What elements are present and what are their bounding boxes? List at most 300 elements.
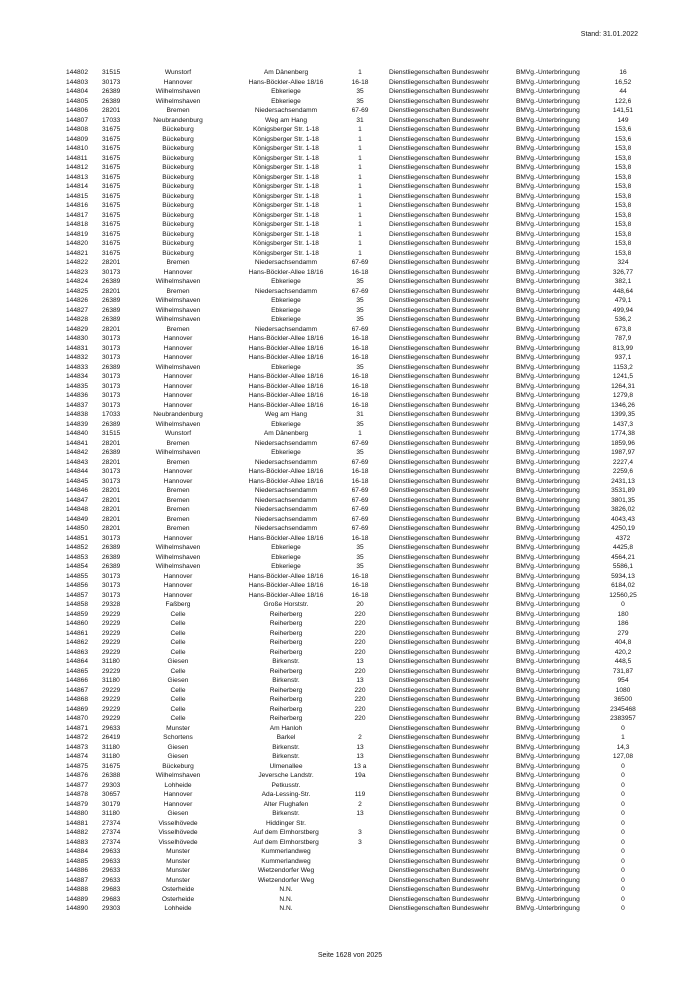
cell-plz: 28201: [102, 506, 121, 513]
cell-strasse: Königsberger Str. 1-18: [253, 240, 319, 247]
table-row: [66, 838, 656, 848]
cell-strasse: Hans-Böckler-Allee 18/16: [248, 392, 324, 399]
cell-ort: Bückeburg: [162, 249, 194, 257]
cell-wert: 4372: [615, 534, 631, 542]
cell-nr: 13: [356, 753, 364, 760]
cell-plz: 30173: [102, 582, 121, 589]
cell-art: Dienstliegenschaften Bundeswehr: [389, 420, 489, 428]
cell-wert: 141,51: [612, 107, 634, 114]
cell-plz: 26389: [102, 563, 121, 570]
cell-nr: 16-18: [351, 534, 369, 542]
cell-strasse: Königsberger Str. 1-18: [253, 145, 319, 152]
table-row: [66, 610, 656, 620]
cell-art: Dienstliegenschaften Bundeswehr: [389, 145, 489, 152]
cell-art: Dienstliegenschaften Bundeswehr: [389, 439, 489, 447]
table-row: [66, 154, 656, 164]
cell-id: 144805: [66, 97, 89, 105]
cell-zweck: BMVg.-Unterbringung: [516, 458, 580, 466]
cell-wert: 153,6: [614, 126, 632, 133]
cell-ort: Bückeburg: [162, 154, 194, 162]
cell-wert: 279: [617, 629, 629, 637]
cell-zweck: BMVg.-Unterbringung: [516, 287, 580, 295]
table-row: [66, 372, 656, 382]
cell-art: Dienstliegenschaften Bundeswehr: [389, 800, 489, 808]
cell-zweck: BMVg.-Unterbringung: [516, 591, 580, 599]
cell-strasse: Am Dänenberg: [263, 69, 309, 76]
table-row: [66, 657, 656, 667]
cell-ort: Wilhelmshaven: [155, 563, 201, 570]
cell-id: 144828: [66, 316, 89, 323]
cell-strasse: Birkenstr.: [272, 677, 300, 684]
cell-plz: 26389: [102, 420, 121, 428]
cell-wert: 153,8: [614, 154, 632, 162]
cell-zweck: BMVg.-Unterbringung: [516, 439, 580, 447]
cell-strasse: Königsberger Str. 1-18: [253, 164, 319, 171]
cell-plz: 28201: [102, 107, 121, 114]
cell-plz: 26389: [102, 297, 121, 304]
table-row: [66, 296, 656, 306]
cell-id: 144808: [66, 126, 89, 133]
cell-zweck: BMVg.-Unterbringung: [516, 97, 580, 105]
cell-art: Dienstliegenschaften Bundeswehr: [389, 69, 489, 76]
table-row: [66, 78, 656, 88]
cell-zweck: BMVg.-Unterbringung: [516, 477, 580, 485]
cell-nr: 16-18: [351, 344, 369, 352]
cell-art: Dienstliegenschaften Bundeswehr: [389, 306, 489, 314]
cell-art: Dienstliegenschaften Bundeswehr: [389, 496, 489, 504]
cell-wert: 0: [621, 601, 625, 608]
cell-zweck: BMVg.-Unterbringung: [516, 515, 580, 523]
cell-ort: Wilhelmshaven: [155, 553, 201, 561]
cell-plz: 29229: [102, 705, 121, 713]
cell-ort: Bückeburg: [162, 145, 194, 152]
cell-zweck: BMVg.-Unterbringung: [516, 487, 580, 494]
cell-plz: 31675: [102, 240, 121, 247]
cell-art: Dienstliegenschaften Bundeswehr: [389, 382, 489, 390]
cell-id: 144810: [66, 145, 89, 152]
cell-art: Dienstliegenschaften Bundeswehr: [389, 88, 489, 95]
cell-zweck: BMVg.-Unterbringung: [516, 762, 580, 770]
cell-ort: Bremen: [166, 107, 190, 114]
cell-strasse: Reiherberg: [269, 667, 303, 675]
cell-wert: 324: [617, 259, 629, 266]
cell-art: Dienstliegenschaften Bundeswehr: [389, 411, 489, 418]
cell-id: 144804: [66, 88, 89, 95]
cell-id: 144880: [66, 810, 89, 817]
cell-nr: 220: [354, 696, 366, 703]
cell-id: 144825: [66, 287, 89, 295]
cell-zweck: BMVg.-Unterbringung: [516, 164, 580, 171]
cell-zweck: BMVg.-Unterbringung: [516, 411, 580, 418]
cell-id: 144885: [66, 857, 89, 865]
cell-nr: 35: [356, 449, 364, 456]
cell-nr: 35: [356, 97, 364, 105]
cell-strasse: Auf dem Elmhorstberg: [253, 838, 319, 846]
cell-art: Dienstliegenschaften Bundeswehr: [389, 316, 489, 323]
cell-art: Dienstliegenschaften Bundeswehr: [389, 477, 489, 485]
cell-art: Dienstliegenschaften Bundeswehr: [389, 819, 489, 827]
cell-nr: 2: [358, 800, 362, 808]
cell-wert: 0: [621, 838, 625, 846]
table-row: [66, 467, 656, 477]
cell-zweck: BMVg.-Unterbringung: [516, 544, 580, 551]
cell-strasse: Niedersachsendamm: [254, 325, 318, 333]
cell-ort: Visselhövede: [158, 838, 198, 846]
cell-plz: 29229: [102, 667, 121, 675]
cell-art: Dienstliegenschaften Bundeswehr: [389, 781, 489, 789]
cell-wert: 122,6: [614, 97, 632, 105]
cell-nr: 67-69: [351, 506, 369, 513]
cell-id: 144826: [66, 297, 89, 304]
cell-art: Dienstliegenschaften Bundeswehr: [389, 895, 489, 903]
cell-id: 144866: [66, 677, 89, 684]
cell-id: 144832: [66, 354, 89, 361]
cell-id: 144870: [66, 715, 89, 722]
cell-nr: 1: [358, 211, 362, 219]
cell-zweck: BMVg.-Unterbringung: [516, 107, 580, 114]
cell-art: Dienstliegenschaften Bundeswehr: [389, 335, 489, 342]
cell-art: Dienstliegenschaften Bundeswehr: [389, 287, 489, 295]
cell-plz: 31180: [102, 810, 120, 817]
table-row: [66, 201, 656, 211]
cell-wert: 1: [621, 734, 625, 741]
cell-nr: 16-18: [351, 373, 369, 380]
cell-strasse: Ebkeriege: [271, 88, 301, 95]
cell-nr: 16-18: [351, 382, 369, 390]
cell-id: 144833: [66, 363, 89, 371]
cell-id: 144846: [66, 487, 89, 494]
cell-strasse: Ebkeriege: [271, 553, 301, 561]
cell-strasse: Reiherberg: [269, 610, 303, 618]
cell-strasse: Birkenstr.: [272, 743, 300, 751]
cell-wert: 0: [621, 724, 625, 732]
cell-plz: 27374: [102, 829, 121, 836]
cell-nr: 13 a: [353, 762, 367, 770]
cell-zweck: BMVg.-Unterbringung: [516, 876, 580, 884]
page-number: Seite 1628 von 2025: [317, 952, 383, 959]
cell-wert: 0: [621, 857, 625, 865]
cell-ort: Wilhelmshaven: [155, 420, 201, 428]
cell-nr: 220: [354, 610, 366, 618]
cell-ort: Bückeburg: [162, 135, 194, 143]
cell-strasse: Ebkeriege: [271, 97, 301, 105]
cell-plz: 30173: [102, 335, 121, 342]
cell-nr: 16-18: [351, 335, 369, 342]
cell-wert: 153,8: [614, 249, 632, 257]
cell-zweck: BMVg.-Unterbringung: [516, 610, 580, 618]
cell-art: Dienstliegenschaften Bundeswehr: [389, 297, 489, 304]
cell-ort: Hannover: [163, 791, 193, 798]
cell-zweck: BMVg.-Unterbringung: [516, 126, 580, 133]
cell-art: Dienstliegenschaften Bundeswehr: [389, 211, 489, 219]
cell-ort: Munster: [166, 857, 190, 865]
cell-id: 144865: [66, 667, 89, 675]
cell-nr: 220: [354, 639, 366, 646]
cell-wert: 4425,8: [612, 544, 634, 551]
cell-ort: Munster: [166, 867, 190, 874]
cell-ort: Bückeburg: [162, 183, 194, 190]
cell-zweck: BMVg.-Unterbringung: [516, 753, 580, 760]
cell-zweck: BMVg.-Unterbringung: [516, 734, 580, 741]
cell-strasse: Birkenstr.: [272, 810, 300, 817]
cell-zweck: BMVg.-Unterbringung: [516, 867, 580, 874]
cell-zweck: BMVg.-Unterbringung: [516, 211, 580, 219]
cell-art: Dienstliegenschaften Bundeswehr: [389, 192, 489, 200]
cell-plz: 29633: [102, 848, 121, 855]
cell-strasse: Jeversche Landstr.: [258, 772, 314, 779]
cell-ort: Hannover: [163, 572, 193, 580]
cell-strasse: Königsberger Str. 1-18: [253, 202, 319, 209]
cell-id: 144853: [66, 553, 89, 561]
cell-wert: 16: [619, 69, 627, 76]
cell-id: 144877: [66, 781, 89, 789]
cell-strasse: Kummerlandweg: [261, 848, 311, 855]
cell-art: Dienstliegenschaften Bundeswehr: [389, 810, 489, 817]
cell-zweck: BMVg.-Unterbringung: [516, 392, 580, 399]
cell-strasse: Niedersachsendamm: [254, 525, 318, 532]
cell-plz: 31675: [102, 230, 121, 238]
cell-art: Dienstliegenschaften Bundeswehr: [389, 563, 489, 570]
cell-ort: Celle: [170, 629, 186, 637]
cell-nr: 20: [356, 601, 364, 608]
cell-zweck: BMVg.-Unterbringung: [516, 173, 580, 181]
cell-id: 144889: [66, 895, 89, 903]
cell-nr: 220: [354, 715, 366, 722]
table-row: [66, 629, 656, 639]
cell-wert: 0: [621, 876, 625, 884]
cell-zweck: BMVg.-Unterbringung: [516, 240, 580, 247]
cell-id: 144834: [66, 373, 89, 380]
cell-art: Dienstliegenschaften Bundeswehr: [389, 154, 489, 162]
cell-wert: 44: [619, 88, 627, 95]
table-row: [66, 762, 656, 772]
cell-nr: 16-18: [351, 477, 369, 485]
cell-art: Dienstliegenschaften Bundeswehr: [389, 724, 489, 732]
cell-wert: 448,5: [614, 658, 632, 665]
cell-ort: Hannover: [163, 354, 193, 361]
table-row: [66, 809, 656, 819]
cell-zweck: BMVg.-Unterbringung: [516, 344, 580, 352]
cell-zweck: BMVg.-Unterbringung: [516, 221, 580, 228]
cell-ort: Bückeburg: [162, 173, 194, 181]
cell-strasse: Ulmenallee: [269, 762, 303, 770]
cell-plz: 30173: [102, 392, 121, 399]
cell-art: Dienstliegenschaften Bundeswehr: [389, 363, 489, 371]
cell-strasse: Reiherberg: [269, 629, 303, 637]
cell-id: 144847: [66, 496, 89, 504]
cell-zweck: BMVg.-Unterbringung: [516, 677, 580, 684]
cell-ort: Visselhövede: [158, 819, 198, 827]
table-row: [66, 68, 656, 78]
cell-nr: 220: [354, 667, 366, 675]
cell-zweck: BMVg.-Unterbringung: [516, 667, 580, 675]
cell-wert: 153,8: [614, 221, 632, 228]
table-row: [66, 220, 656, 230]
cell-strasse: Königsberger Str. 1-18: [253, 211, 319, 219]
cell-id: 144812: [66, 164, 89, 171]
cell-plz: 29303: [102, 781, 121, 789]
table-row: [66, 515, 656, 525]
cell-wert: 1080: [615, 686, 631, 694]
table-row: [66, 448, 656, 458]
cell-ort: Hannover: [163, 477, 193, 485]
cell-plz: 26389: [102, 553, 121, 561]
cell-strasse: Niedersachsendamm: [254, 439, 318, 447]
cell-plz: 30173: [102, 534, 121, 542]
table-row: [66, 733, 656, 743]
cell-art: Dienstliegenschaften Bundeswehr: [389, 268, 489, 276]
cell-id: 144857: [66, 591, 89, 599]
cell-nr: 35: [356, 88, 364, 95]
cell-wert: 420,2: [614, 648, 632, 656]
cell-id: 144836: [66, 392, 89, 399]
cell-ort: Celle: [170, 610, 186, 618]
cell-zweck: BMVg.-Unterbringung: [516, 373, 580, 380]
cell-wert: 2345468: [610, 705, 636, 713]
cell-art: Dienstliegenschaften Bundeswehr: [389, 344, 489, 352]
cell-plz: 28201: [102, 325, 121, 333]
cell-art: Dienstliegenschaften Bundeswehr: [389, 173, 489, 181]
cell-nr: 3: [358, 838, 362, 846]
cell-plz: 28201: [102, 525, 121, 532]
cell-plz: 30173: [102, 382, 121, 390]
cell-plz: 17033: [102, 116, 121, 124]
cell-ort: Bremen: [166, 496, 190, 504]
cell-zweck: BMVg.-Unterbringung: [516, 230, 580, 238]
cell-art: Dienstliegenschaften Bundeswehr: [389, 458, 489, 466]
cell-id: 144854: [66, 563, 89, 570]
cell-strasse: Am Dänenberg: [263, 430, 309, 437]
table-row: [66, 724, 656, 734]
table-row: [66, 325, 656, 335]
cell-art: Dienstliegenschaften Bundeswehr: [389, 135, 489, 143]
table-row: [66, 211, 656, 221]
cell-wert: 536,2: [614, 316, 632, 323]
cell-strasse: Ebkeriege: [271, 306, 301, 314]
cell-art: Dienstliegenschaften Bundeswehr: [389, 905, 489, 912]
cell-plz: 27374: [102, 838, 121, 846]
cell-plz: 30173: [102, 373, 121, 380]
cell-zweck: BMVg.-Unterbringung: [516, 800, 580, 808]
cell-zweck: BMVg.-Unterbringung: [516, 202, 580, 209]
cell-nr: 19a: [354, 772, 366, 779]
cell-id: 144875: [66, 762, 89, 770]
cell-wert: 0: [621, 800, 625, 808]
table-row: [66, 287, 656, 297]
cell-ort: Giesen: [167, 743, 189, 751]
cell-ort: Hannover: [163, 268, 193, 276]
cell-wert: 14,3: [616, 743, 630, 751]
cell-id: 144809: [66, 135, 89, 143]
cell-plz: 31675: [102, 183, 121, 190]
cell-plz: 30173: [102, 591, 121, 599]
cell-strasse: Königsberger Str. 1-18: [253, 221, 319, 228]
cell-art: Dienstliegenschaften Bundeswehr: [389, 78, 489, 86]
table-row: [66, 553, 656, 563]
cell-ort: Bremen: [166, 458, 190, 466]
cell-ort: Wilhelmshaven: [155, 772, 201, 779]
cell-wert: 937,1: [614, 354, 632, 361]
table-row: [66, 591, 656, 601]
table-row: [66, 353, 656, 363]
table-row: [66, 87, 656, 97]
cell-strasse: Hans-Böckler-Allee 18/16: [248, 534, 324, 542]
cell-zweck: BMVg.-Unterbringung: [516, 686, 580, 694]
stand-date: Stand: 31.01.2022: [580, 31, 638, 38]
cell-wert: 12560,25: [609, 591, 637, 599]
table-row: [66, 524, 656, 534]
cell-id: 144848: [66, 506, 89, 513]
cell-plz: 29328: [102, 601, 121, 608]
cell-ort: Bückeburg: [162, 164, 194, 171]
cell-wert: 0: [621, 810, 625, 817]
cell-ort: Bückeburg: [162, 202, 194, 209]
cell-ort: Osterheide: [161, 886, 195, 893]
cell-zweck: BMVg.-Unterbringung: [516, 192, 580, 200]
cell-art: Dienstliegenschaften Bundeswehr: [389, 753, 489, 760]
cell-id: 144816: [66, 202, 89, 209]
cell-nr: 16-18: [351, 78, 369, 86]
cell-wert: 153,8: [614, 240, 632, 247]
cell-zweck: BMVg.-Unterbringung: [516, 401, 580, 409]
table-row: [66, 676, 656, 686]
cell-art: Dienstliegenschaften Bundeswehr: [389, 610, 489, 618]
cell-plz: 26389: [102, 278, 121, 285]
cell-id: 144881: [66, 819, 89, 827]
cell-wert: 153,8: [614, 145, 632, 152]
cell-art: Dienstliegenschaften Bundeswehr: [389, 401, 489, 409]
cell-zweck: BMVg.-Unterbringung: [516, 743, 580, 751]
cell-art: Dienstliegenschaften Bundeswehr: [389, 278, 489, 285]
cell-ort: Hannover: [163, 468, 193, 475]
table-row: [66, 819, 656, 829]
cell-wert: 180: [617, 610, 629, 618]
table-row: [66, 363, 656, 373]
cell-art: Dienstliegenschaften Bundeswehr: [389, 762, 489, 770]
cell-zweck: BMVg.-Unterbringung: [516, 78, 580, 86]
cell-wert: 1859,96: [611, 439, 635, 447]
cell-ort: Hannover: [163, 335, 193, 342]
cell-nr: 16-18: [351, 268, 369, 276]
cell-ort: Visselhövede: [158, 829, 198, 836]
cell-strasse: Birkenstr.: [272, 658, 300, 665]
cell-zweck: BMVg.-Unterbringung: [516, 335, 580, 342]
cell-zweck: BMVg.-Unterbringung: [516, 639, 580, 646]
cell-zweck: BMVg.-Unterbringung: [516, 69, 580, 76]
cell-plz: 29229: [102, 620, 121, 627]
table-row: [66, 315, 656, 325]
cell-strasse: Reiherberg: [269, 639, 303, 646]
cell-id: 144820: [66, 240, 89, 247]
cell-nr: 220: [354, 629, 366, 637]
cell-id: 144813: [66, 173, 89, 181]
cell-art: Dienstliegenschaften Bundeswehr: [389, 506, 489, 513]
table-row: [66, 192, 656, 202]
cell-wert: 382,1: [614, 278, 632, 285]
cell-zweck: BMVg.-Unterbringung: [516, 297, 580, 304]
table-row: [66, 667, 656, 677]
cell-strasse: Ebkeriege: [271, 297, 301, 304]
cell-id: 144864: [66, 658, 89, 665]
cell-nr: 67-69: [351, 515, 369, 523]
cell-ort: Bremen: [166, 259, 190, 266]
cell-ort: Lohheide: [164, 905, 192, 912]
cell-id: 144860: [66, 620, 89, 627]
cell-strasse: Hans-Böckler-Allee 18/16: [248, 382, 324, 390]
cell-plz: 26419: [102, 734, 121, 741]
cell-zweck: BMVg.-Unterbringung: [516, 724, 580, 732]
cell-wert: 36500: [613, 696, 633, 703]
